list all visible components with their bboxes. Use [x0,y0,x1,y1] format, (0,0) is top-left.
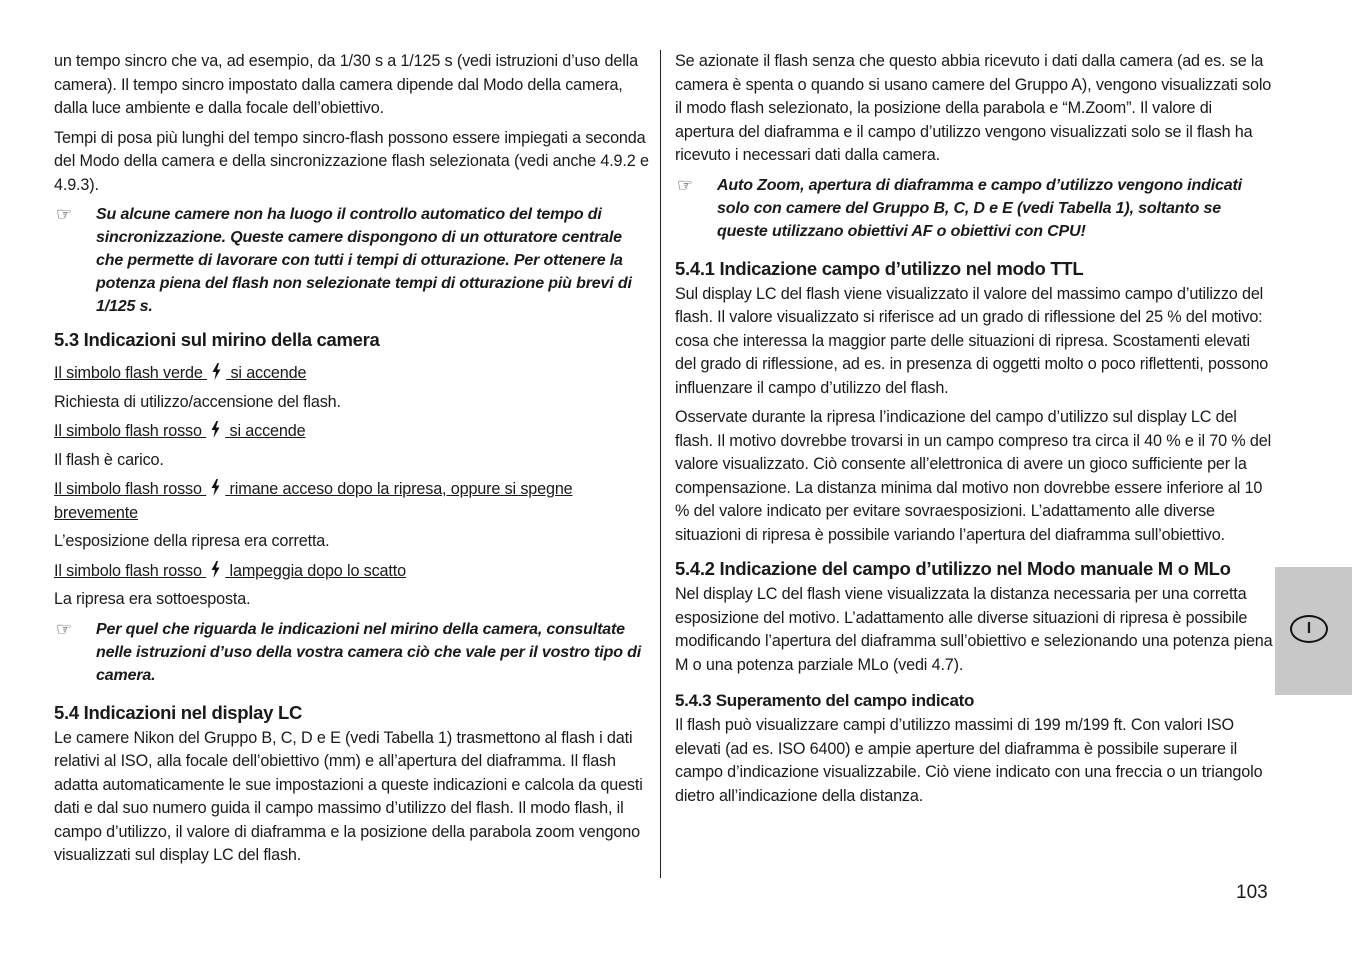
flash-bolt-icon [210,561,221,578]
column-divider [660,50,661,878]
paragraph: Nel display LC del flash viene visualizzata la distanza necessaria per una corretta esposizione del motivo. L’adattamento alle diverse situazioni di ripresa è possibile modificando l’apertura del diaframma sull’obiettivo e selezionando una potenza piena M o una potenza parziale MLo (vedi 4.7). [675,585,1273,674]
indicator-row: Il simbolo flash rosso rimane acceso dopo la ripresa, oppure si spegne brevemente [54,480,573,522]
indicator-row: Il simbolo flash rosso si accende [54,422,306,440]
note [54,203,652,318]
flash-bolt-icon [211,363,222,380]
indicator-description: Il flash è carico. [54,450,164,469]
language-tab-label: I [1290,615,1328,643]
language-tab [1275,567,1352,695]
page-number: 103 [1236,882,1268,903]
pointing-hand-icon: ☞ [56,204,72,224]
paragraph: Il flash può visualizzare campi d’utilizzo massimi di 199 m/199 ft. Con valori ISO elevati (ad es. ISO 6400) e ampie aperture del diaframma è possibile superare il campo d’indicazione visualizzabile. Ciò viene indicato con una freccia o un triangolo dietro all’indicazione della distanza. [675,716,1263,805]
right-column [675,50,1273,814]
note-text: Auto Zoom, apertura di diaframma e campo d’utilizzo vengono indicati solo con camere del Gruppo B, C, D e E (vedi Tabella 1), soltanto se queste utilizzano obiettivi AF o obiettivi con CPU! [717,176,1242,240]
section-heading: 5.4.2 Indicazione del campo d’utilizzo nel Modo manuale M o MLo [675,558,1231,579]
pointing-hand-icon: ☞ [677,174,693,195]
note [675,174,1273,243]
paragraph: un tempo sincro che va, ad esempio, da 1/30 s a 1/125 s (vedi istruzioni d’uso della camera). Il tempo sincro impostato dalla camera dipende dal Modo della camera, dalla luce ambiente e dalla focale dell’obiettivo. [54,52,638,117]
indicator-description: L’esposizione della ripresa era corretta. [54,532,330,550]
paragraph: Le camere Nikon del Gruppo B, C, D e E (vedi Tabella 1) trasmettono al flash i dati relativi al ISO, alla focale dell’obiettivo (mm) e all’apertura del diaframma. Il flash adatta automaticamente le sue impostazioni a queste indicazioni e calcola da questi dati e dal suo numero guida il campo massimo d’utilizzo del flash. Il modo flash, il campo d’utilizzo, il valore di diaframma e la posizione della parabola zoom vengono visualizzati sul display LC del flash. [54,728,643,864]
indicator-row: Il simbolo flash verde si accende [54,364,307,382]
flash-bolt-icon [210,479,221,496]
paragraph: Sul display LC del flash viene visualizzato il valore del massimo campo d’utilizzo del flash. Il valore visualizzato si riferisce ad un grado di riflessione del 25 % del motivo: cosa che interessa la maggior parte delle situazioni di ripresa. Scostamenti elevati del grado di riflessione, ad es. in presenza di oggetti molto o poco riflettenti, possono influenzare il campo d’utilizzo del flash. [675,284,1269,397]
pointing-hand-icon: ☞ [56,618,72,639]
note-text: Per quel che riguarda le indicazioni nel mirino della camera, consultate nelle istruzioni d’uso della vostra camera ciò che vale per il vostro tipo di camera. [96,620,642,684]
flash-bolt-icon [210,421,221,438]
paragraph: Se azionate il flash senza che questo abbia ricevuto i dati dalla camera (ad es. se la camera è spenta o quando si usano camere del Gruppo A), vengono visualizzati solo il modo flash selezionato, la posizione della parabola e “M.Zoom”. Il valore di apertura del diaframma e il campo d’utilizzo vengono visualizzati solo se il flash ha ricevuto i necessari dati dalla camera. [675,52,1272,164]
paragraph: Tempi di posa più lunghi del tempo sincro-flash possono essere impiegati a seconda del Modo della camera e della sincronizzazione flash selezionata (vedi anche 4.9.2 e 4.9.3). [54,128,649,194]
note-text: Su alcune camere non ha luogo il controllo automatico del tempo di sincronizzazione. Queste camere dispongono di un otturatore centrale che permette di lavorare con tutti i tempi di otturazione. Per ottenere la potenza piena del flash non selezionate tempi di otturazione più brevi di 1/125 s. [96,206,632,315]
section-heading: 5.4.1 Indicazione campo d’utilizzo nel modo TTL [675,257,1084,279]
indicator-description: La ripresa era sottoesposta. [54,590,251,608]
section-heading: 5.4 Indicazioni nel display LC [54,701,303,723]
section-heading: 5.3 Indicazioni sul mirino della camera [54,329,380,350]
indicator-description: Richiesta di utilizzo/accensione del flash. [54,392,341,411]
indicator-row: Il simbolo flash rosso lampeggia dopo lo scatto [54,561,406,580]
subsection-heading: 5.4.3 Superamento del campo indicato [675,691,975,710]
left-column [54,50,652,874]
paragraph: Osservate durante la ripresa l’indicazione del campo d’utilizzo sul display LC del flash. Il motivo dovrebbe trovarsi in un campo compreso tra circa il 40 % e il 70 % del valore visualizzato. Ciò consente all’elettronica di avere un gioco sufficiente per la compensazione. La distanza minima dal motivo non dovrebbe essere inferiore al 10 % del valore indicato per evitare sovraesposizioni. L’adattamento alle diverse situazioni di ripresa è possibile variando l’apertura del diaframma sull’obiettivo. [675,408,1272,544]
note [54,618,652,687]
